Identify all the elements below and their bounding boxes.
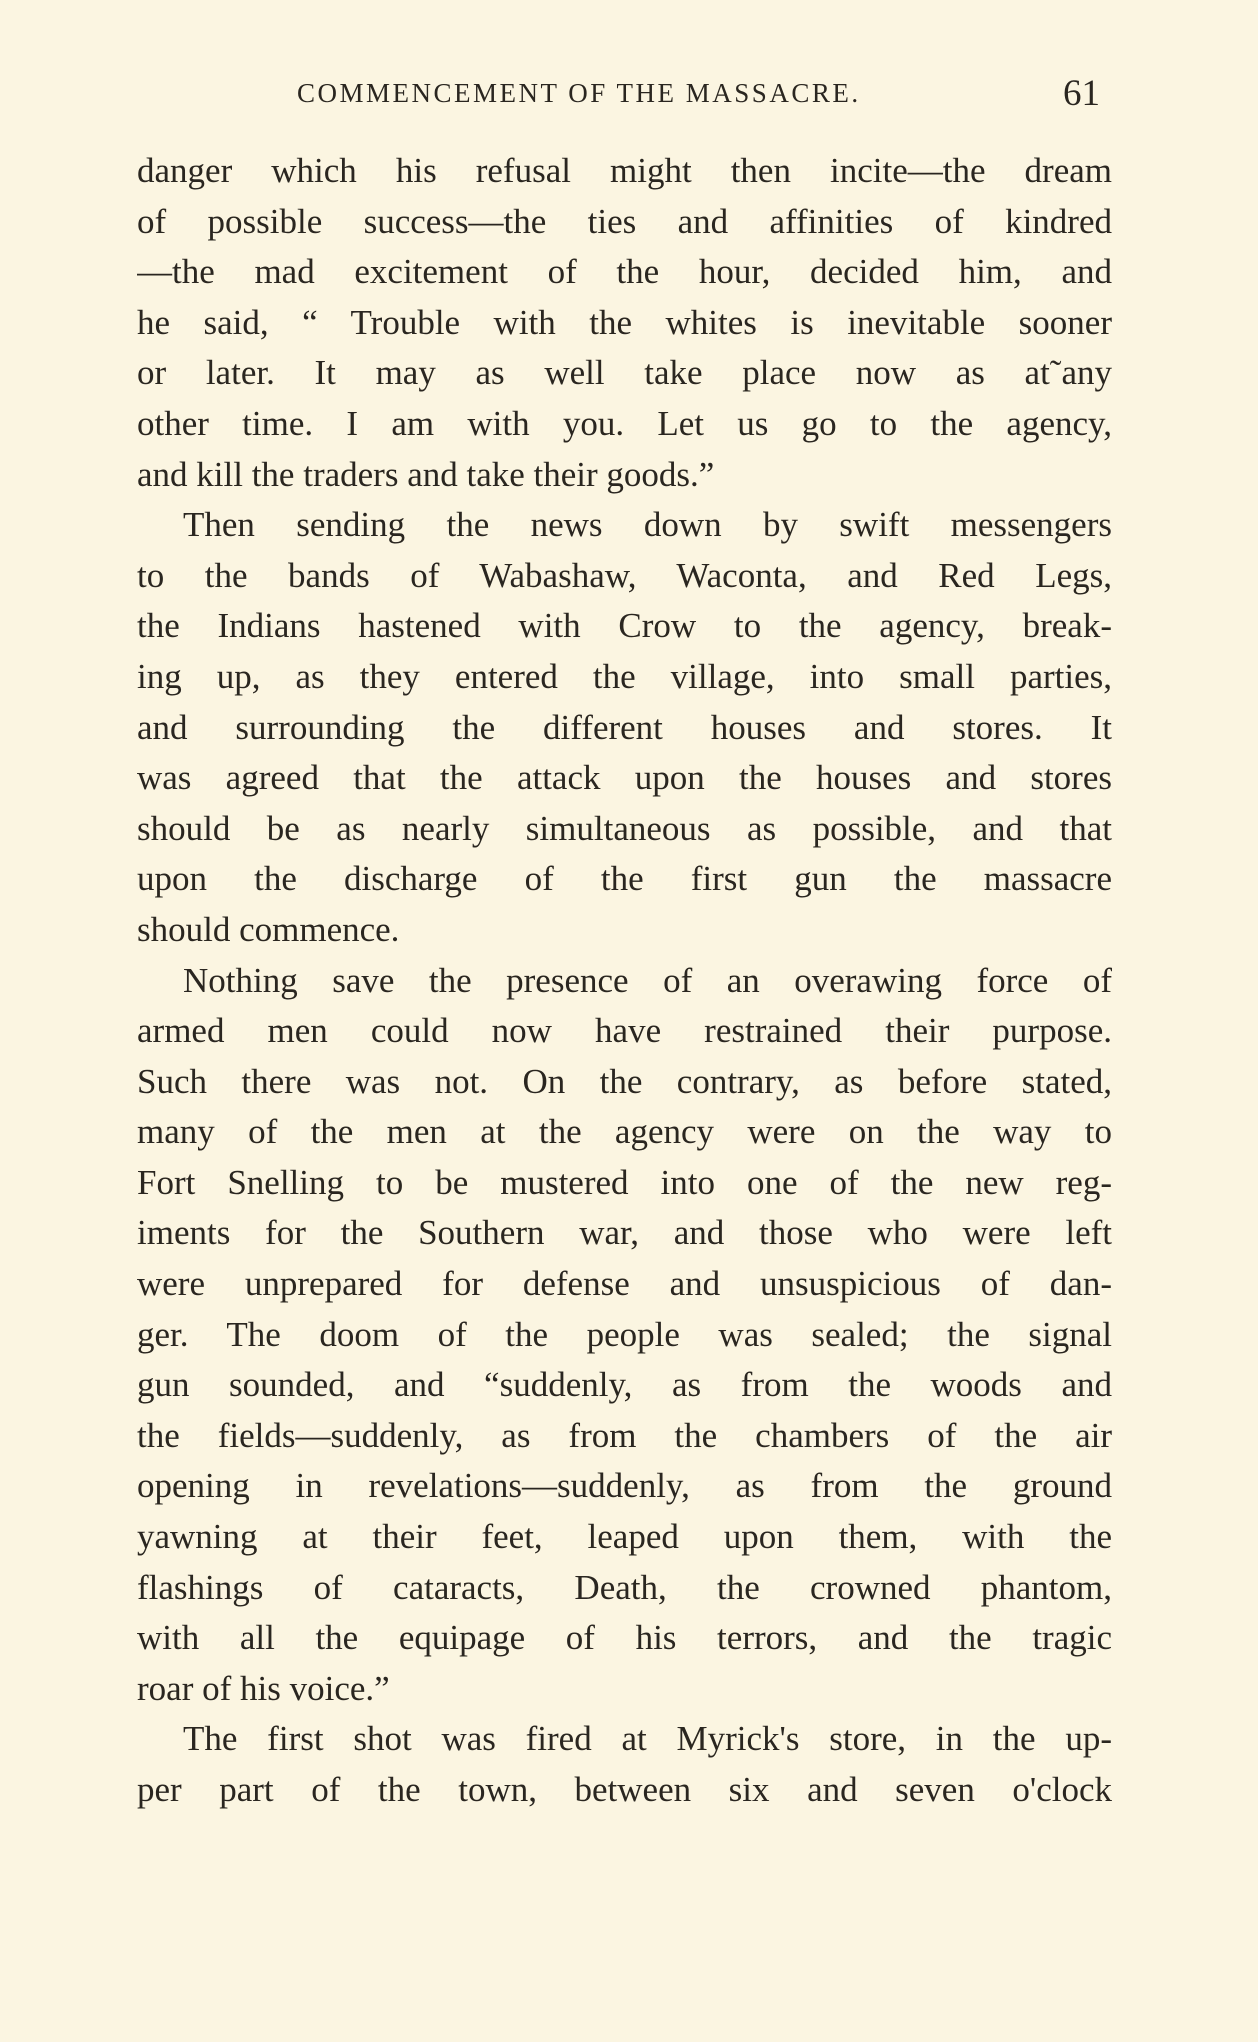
text-line: and surrounding the different houses and stores. It (137, 707, 1112, 747)
text-line: roar of his voice.” (137, 1668, 390, 1708)
text-line: and kill the traders and take their goods.” (137, 454, 715, 494)
text-line: should be as nearly simultaneous as possible, and that (137, 808, 1112, 848)
text-line: upon the discharge of the first gun the massacre (137, 859, 1112, 899)
text-line: iments for the Southern war, and those who were left (137, 1213, 1112, 1253)
text-line: armed men could now have restrained their purpose. (137, 1011, 1112, 1051)
text-line: of possible success—the ties and affinities of kindred (137, 201, 1112, 241)
text-line: many of the men at the agency were on the way to (137, 1112, 1112, 1152)
text-line: with all the equipage of his terrors, and the tragic (137, 1618, 1112, 1658)
text-line: ing up, as they entered the village, into small parties, (137, 656, 1112, 696)
paragraph-first-line: Then sending the news down by swift messengers (183, 505, 1112, 545)
text-line: he said, “ Trouble with the whites is inevitable sooner (137, 302, 1112, 342)
text-line: other time. I am with you. Let us go to the agency, (137, 403, 1112, 443)
running-title: COMMENCEMENT OF THE MASSACRE. (297, 78, 861, 108)
text-line: —the mad excitement of the hour, decided him, and (137, 252, 1112, 292)
text-line: opening in revelations—suddenly, as from the ground (137, 1466, 1112, 1506)
paragraph-first-line: The first shot was fired at Myrick's store, in the up- (183, 1719, 1112, 1759)
text-line: per part of the town, between six and seven o'clock (137, 1770, 1112, 1809)
text-line: flashings of cataracts, Death, the crowned phantom, (137, 1567, 1112, 1607)
text-line: were unprepared for defense and unsuspicious of dan- (137, 1264, 1112, 1304)
text-line: should commence. (137, 909, 400, 949)
text-line: yawning at their feet, leaped upon them, with the (137, 1517, 1112, 1557)
text-line: was agreed that the attack upon the houses and stores (137, 758, 1112, 798)
text-line: or later. It may as well take place now as at˜any (137, 353, 1112, 393)
page-number: 61 (1063, 73, 1100, 114)
text-line: gun sounded, and “suddenly, as from the woods and (137, 1365, 1112, 1405)
text-line: ger. The doom of the people was sealed; the signal (137, 1314, 1112, 1354)
text-line: Such there was not. On the contrary, as before stated, (137, 1061, 1112, 1101)
text-line: to the bands of Wabashaw, Waconta, and Red Legs, (137, 555, 1112, 595)
text-line: the fields—suddenly, as from the chambers of the air (137, 1415, 1112, 1455)
running-head (137, 73, 1112, 118)
body-text (137, 146, 1112, 1816)
text-line: Fort Snelling to be mustered into one of the new reg- (137, 1162, 1112, 1202)
text-line: the Indians hastened with Crow to the agency, break- (137, 606, 1112, 646)
paragraph-first-line: Nothing save the presence of an overawing force of (183, 960, 1112, 1000)
text-line: danger which his refusal might then incite—the dream (137, 151, 1112, 190)
